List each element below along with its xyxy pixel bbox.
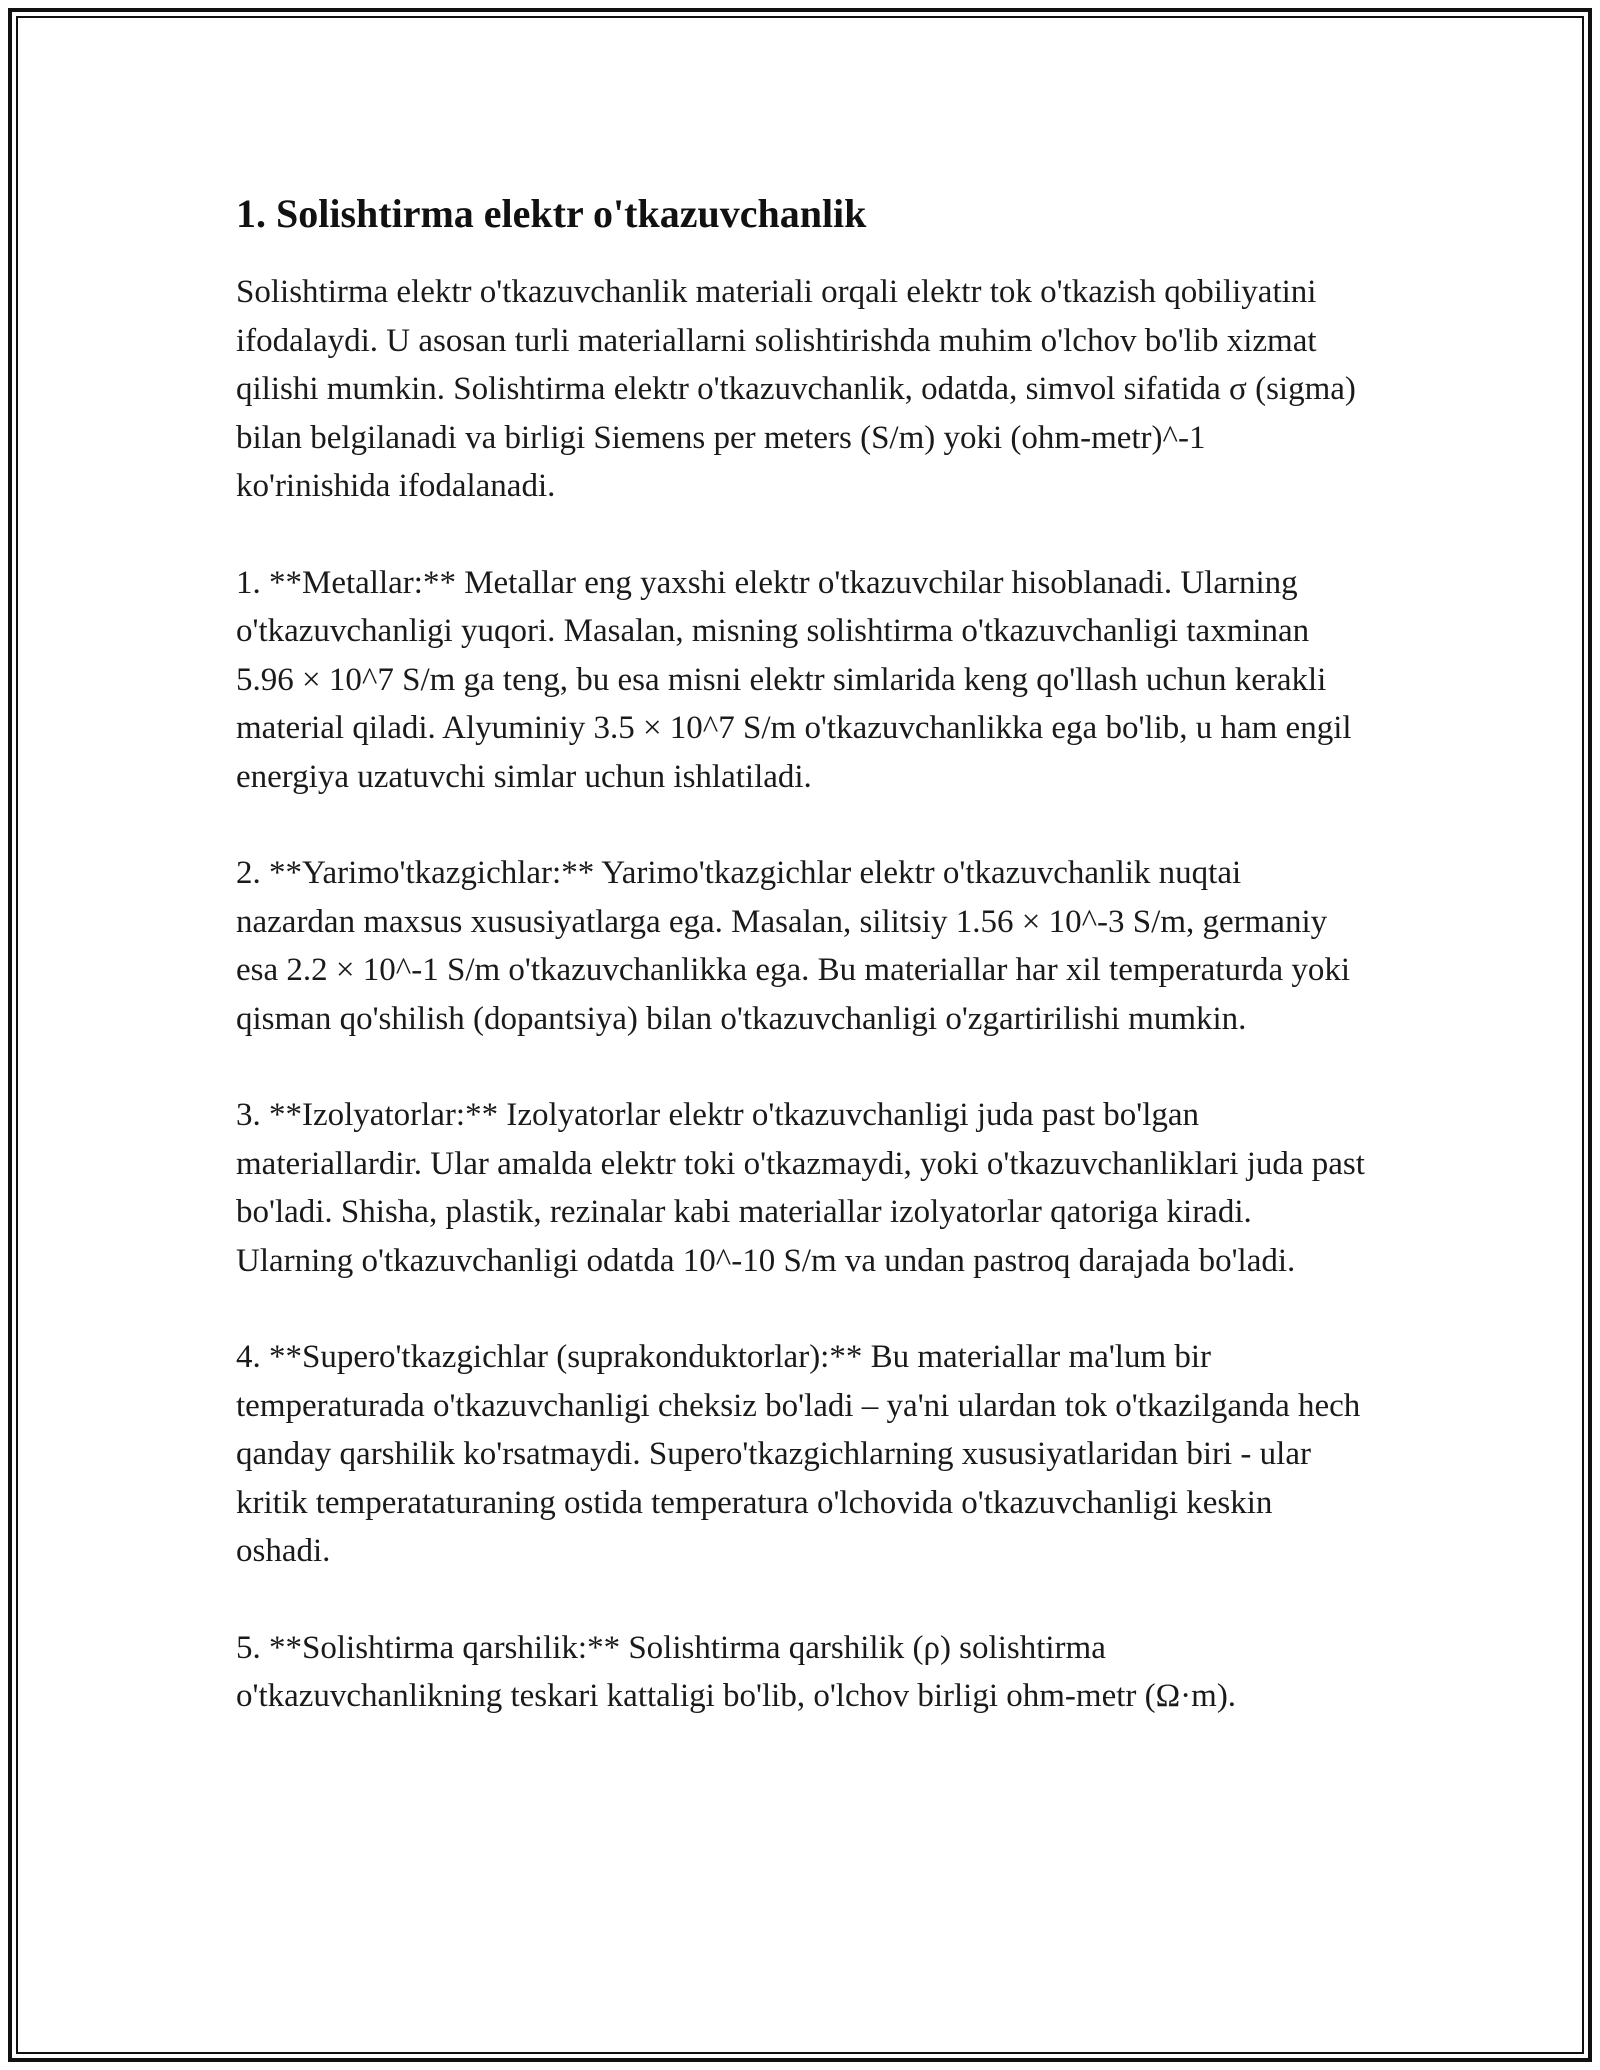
list-item-metals: 1. **Metallar:** Metallar eng yaxshi elektr o'tkazuvchilar hisoblanadi. Ularning o'tkazuvchanligi yuqori. Masalan, misning solishtirma o'tkazuvchanligi taxminan 5.96 × 10^7 S/m ga teng, bu esa misni elektr simlarida keng qo'llash uchun kerakli material qiladi. Alyuminiy 3.5 × 10^7 S/m o'tkazuvchanlikka ega bo'lib, u ham engil energiya uzatuvchi simlar uchun ishlatiladi. — [236, 564, 1352, 795]
list-item-superconductors: 4. **Supero'tkazgichlar (suprakonduktorlar):** Bu materiallar ma'lum bir temperaturada o'tkazuvchanligi cheksiz bo'ladi – ya'ni ulardan tok o'tkazilganda hech qanday qarshilik ko'rsatmaydi. Supero'tkazgichlarning xususiyatlaridan biri - ular kritik temperataturaning ostida temperatura o'lchovida o'tkazuvchanligi keskin oshadi. — [236, 1339, 1361, 1569]
list-item-resistivity: 5. **Solishtirma qarshilik:** Solishtirma qarshilik (ρ) solishtirma o'tkazuvchanlikning teskari kattaligi bo'lib, o'lchov birligi ohm-metr (Ω·m). — [236, 1629, 1237, 1714]
section-heading: 1. Solishtirma elektr o'tkazuvchanlik — [236, 191, 867, 236]
list-item-semiconductors: 2. **Yarimo'tkazgichlar:** Yarimo'tkazgichlar elektr o'tkazuvchanlik nuqtai nazardan maxsus xususiyatlarga ega. Masalan, silitsiy 1.56 × 10^-3 S/m, germaniy esa 2.2 × 10^-1 S/m o'tkazuvchanlikka ega. Bu materiallar har xil temperaturda yoki qisman qo'shilish (dopantsiya) bilan o'tkazuvchanligi o'zgartirilishi mumkin. — [236, 855, 1351, 1037]
intro-paragraph: Solishtirma elektr o'tkazuvchanlik materiali orqali elektr tok o'tkazish qobiliyatini ifodalaydi. U asosan turli materiallarni solishtirishda muhim o'lchov bo'lib xizmat qilishi mumkin. Solishtirma elektr o'tkazuvchanlik, odatda, simvol sifatida σ (sigma) bilan belgilanadi va birligi Siemens per meters (S/m) yoki (ohm-metr)^-1 ko'rinishida ifodalanadi. — [236, 274, 1356, 504]
document-body — [236, 182, 1366, 1769]
list-item-insulators: 3. **Izolyatorlar:** Izolyatorlar elektr o'tkazuvchanligi juda past bo'lgan materiallardir. Ular amalda elektr toki o'tkazmaydi, yoki o'tkazuvchanliklari juda past bo'ladi. Shisha, plastik, rezinalar kabi materiallar izolyatorlar qatoriga kiradi. Ularning o'tkazuvchanligi odatda 10^-10 S/m va undan pastroq darajada bo'ladi. — [236, 1097, 1365, 1279]
